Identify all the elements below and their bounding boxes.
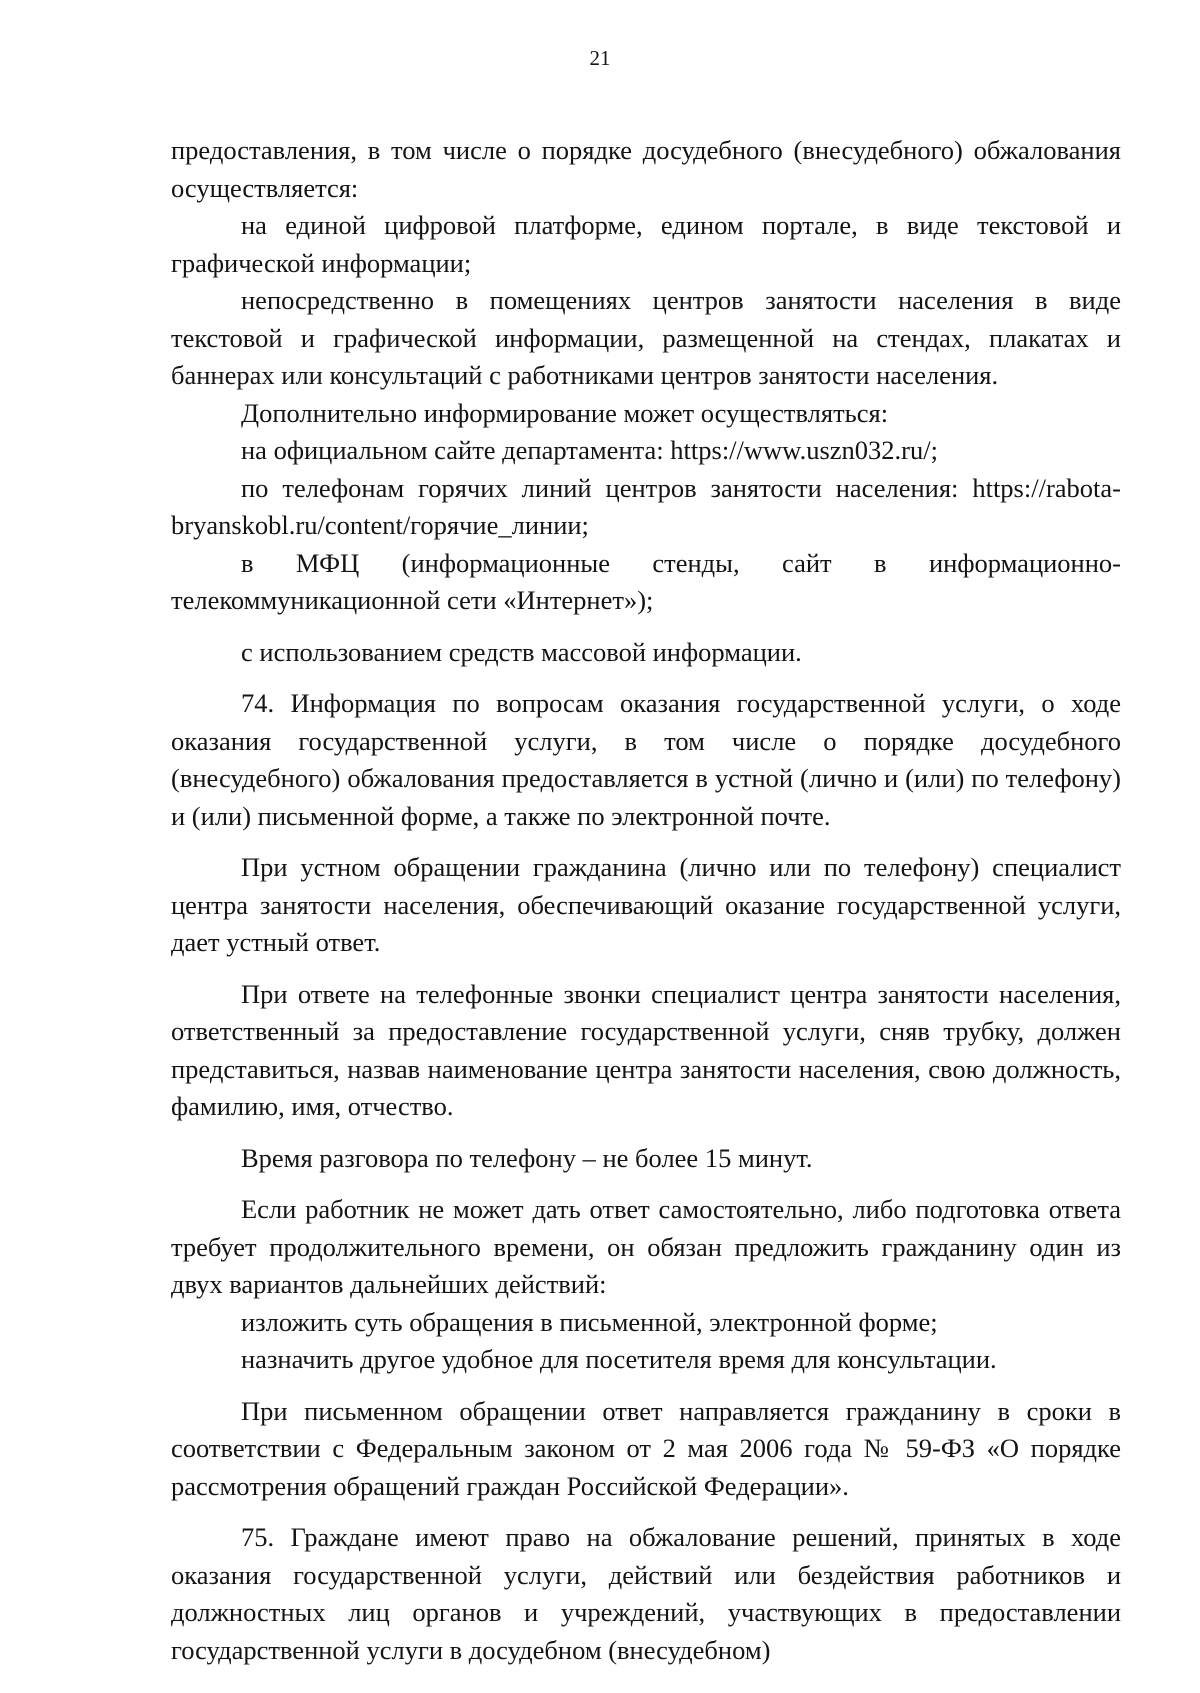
paragraph-additional-info: Дополнительно информирование может осуществляться: (241, 397, 889, 428)
page-number: 21 (589, 46, 611, 70)
paragraph-written-form: изложить суть обращения в письменной, электронной форме; (241, 1306, 938, 1337)
paragraph-digital-platform: на единой цифровой платформе, едином портале, в виде текстовой и графической информации; (171, 210, 1121, 278)
document-body (171, 132, 1121, 1669)
paragraph-mfc: в МФЦ (информационные стенды, сайт в информационно-телекоммуникационной сети «Интернет»); (171, 547, 1121, 615)
paragraph-74: 74. Информация по вопросам оказания государственной услуги, о ходе оказания государственной услуги, в том числе о порядке досудебного (внесудебного) обжалования предоставляется в устной (лично и (или) по телефону) и (или) письменной форме, а также по электронной почте. (171, 688, 1121, 831)
paragraph-75: 75. Граждане имеют право на обжалование решений, принятых в ходе оказания государственной услуги, действий или бездействия работников и должностных лиц органов и учреждений, участвующих в предоставлении государственной услуги в досудебном (внесудебном) (171, 1522, 1121, 1665)
paragraph-cannot-answer: Если работник не может дать ответ самостоятельно, либо подготовка ответа требует продолжительного времени, он обязан предложить гражданину один из двух вариантов дальнейших действий: (171, 1194, 1121, 1299)
paragraph-continuation: предоставления, в том числе о порядке досудебного (внесудебного) обжалования осуществляется: (171, 135, 1121, 203)
paragraph-phone-calls: При ответе на телефонные звонки специалист центра занятости населения, ответственный за предоставление государственной услуги, сняв трубку, должен представиться, назвав наименование центра занятости населения, свою должность, фамилию, имя, отчество. (171, 978, 1121, 1121)
paragraph-call-duration: Время разговора по телефону – не более 15 минут. (241, 1142, 813, 1173)
paragraph-written-request: При письменном обращении ответ направляется гражданину в сроки в соответствии с Федеральным законом от 2 мая 2006 года № 59-ФЗ «О порядке рассмотрения обращений граждан Российской Федерации». (171, 1395, 1121, 1501)
paragraph-official-site: на официальном сайте департамента: https://www.uszn032.ru/; (241, 435, 938, 465)
paragraph-hotlines: по телефонам горячих линий центров занятости населения: https://rabota-bryanskobl.ru/content/горячие_линии; (171, 472, 1121, 540)
paragraph-mass-media: с использованием средств массовой информации. (241, 636, 802, 667)
paragraph-oral-request: При устном обращении гражданина (лично или по телефону) специалист центра занятости населения, обеспечивающий оказание государственной услуги, дает устный ответ. (171, 852, 1121, 957)
paragraph-other-time: назначить другое удобное для посетителя время для консультации. (241, 1344, 997, 1374)
paragraph-premises: непосредственно в помещениях центров занятости населения в виде текстовой и графической информации, размещенной на стендах, плакатах и баннерах или консультаций с работниками центров занятости населения. (171, 285, 1121, 390)
